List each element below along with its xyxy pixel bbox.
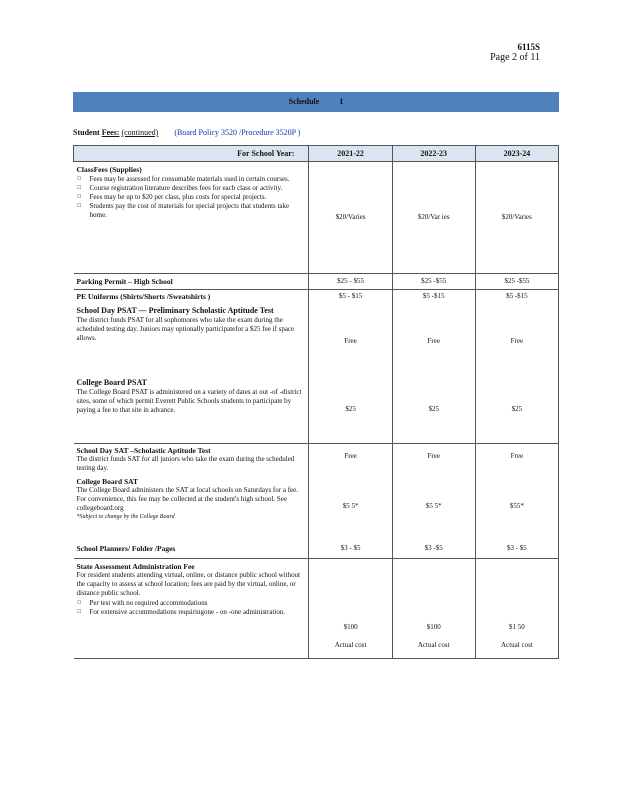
- school-year-label: For School Year:: [74, 146, 309, 162]
- fee-value: $20/Varies: [309, 162, 392, 274]
- actual-cost: Actual cost: [417, 640, 450, 649]
- row-title: School Day PSAT — Preliminary Scholastic Aptitude Test: [76, 306, 274, 315]
- schedule-number: 1: [339, 97, 344, 106]
- fee-value: $5 -$15: [475, 290, 558, 306]
- table-row: [74, 558, 559, 658]
- actual-cost: Actual cost: [501, 640, 533, 649]
- fee-value: $20/Var ies: [392, 162, 475, 274]
- actual-cost: Actual cost: [334, 640, 367, 649]
- list-item: □ Course registration literature describes fees for each class or activity.: [90, 184, 306, 193]
- list-item: □ Students pay the cost of materials for special projects that students take home.: [90, 202, 306, 220]
- list-item: □ Per test with no required accommodations: [90, 599, 306, 608]
- bullet-list: [77, 599, 306, 617]
- fee-value: $20/Varies: [475, 162, 558, 274]
- state-assessment-cell: [74, 558, 309, 658]
- row-title: College Board SAT: [76, 476, 139, 486]
- table-row: [74, 443, 559, 473]
- fee-value: $5 5*: [392, 473, 475, 541]
- footnote: *Subject to change by the College Board: [76, 513, 175, 520]
- page-indicator: Page 2 of 11: [490, 52, 540, 63]
- fee-value: $25: [475, 377, 558, 443]
- row-title: PE Uniforms (Shirts/Shorts /Sweatshirts ): [74, 290, 309, 306]
- sat-day-cell: [74, 443, 309, 473]
- fee-value: Free: [392, 443, 475, 473]
- table-row: [74, 473, 559, 541]
- row-description: The district funds PSAT for all sophomores who take the exam during the scheduled testing day. Juniors may optionally participatefor a $25 fee if space allows.: [76, 316, 295, 342]
- sat-cb-cell: [74, 473, 309, 541]
- fee-value: $3 -$5: [392, 541, 475, 559]
- row-title: School Planners/ Folder /Pages: [76, 543, 176, 553]
- row-title: State Assessment Administration Fee: [76, 561, 195, 571]
- list-item: □ Fees may be up to $20 per class, plus costs for special projects.: [90, 193, 306, 202]
- fee-value: $1 50: [509, 622, 525, 631]
- fee-value: $25: [392, 377, 475, 443]
- fee-value: $25 - $55: [309, 274, 392, 290]
- table-row: [74, 377, 559, 443]
- fee-value-cell: [475, 558, 558, 658]
- table-row: [74, 290, 559, 306]
- section-subtitle: [73, 128, 300, 137]
- subtitle-fees: Fees:: [101, 128, 120, 137]
- fee-value: Free: [309, 305, 392, 377]
- table-header-row: [74, 146, 559, 162]
- fee-value: $25 -$55: [392, 274, 475, 290]
- row-description: For resident students attending virtual, online, or distance public school without the capacity to assess at school location; fees are paid by the virtual, online, or distance public school.: [76, 570, 301, 597]
- bullet-list: [77, 175, 306, 220]
- fees-table: [73, 145, 559, 659]
- year-header: 2023-24: [475, 146, 558, 162]
- row-title: Parking Permit – High School: [74, 274, 309, 290]
- class-fees-cell: [74, 162, 309, 274]
- year-header: 2021-22: [309, 146, 392, 162]
- fee-value-cell: [392, 558, 475, 658]
- subtitle-lead: Student: [73, 128, 100, 137]
- table-row: [74, 162, 559, 274]
- fee-value: $5 5*: [309, 473, 392, 541]
- table-row: [74, 305, 559, 377]
- fee-value: $100: [426, 622, 441, 631]
- row-description: The College Board PSAT is administered on a variety of dates at out -of -district sites, some of which permit Everett Public Schools students to participate by paying a fee to that site in advance.: [76, 388, 302, 414]
- fee-value: $3 - $5: [475, 541, 558, 559]
- fee-value: $3 - $5: [309, 541, 392, 559]
- fee-value: $25 -$55: [475, 274, 558, 290]
- policy-number: 6115S: [517, 42, 540, 52]
- schedule-label: Schedule: [288, 97, 320, 106]
- row-description: The College Board administers the SAT at local schools on Saturdays for a fee. For convenience, this fee may be collected at the student's high school. See collegeboard.org: [76, 485, 298, 512]
- policy-reference: (Board Policy 3520 /Procedure 3520P ): [174, 128, 301, 137]
- row-title: College Board PSAT: [76, 378, 148, 387]
- fee-value: $5 -$15: [392, 290, 475, 306]
- subtitle-continued: (continued): [121, 128, 159, 137]
- row-title: ClassFees (Supplies): [76, 165, 142, 174]
- list-item: □ For extensive accommodations requiringone - on -one administration.: [90, 608, 306, 617]
- psat-day-cell: [74, 305, 309, 377]
- schedule-banner: [73, 92, 559, 112]
- fee-value: Free: [309, 443, 392, 473]
- fee-value: $100: [343, 622, 358, 631]
- fee-value: Free: [475, 443, 558, 473]
- table-row: [74, 274, 559, 290]
- fee-value: Free: [392, 305, 475, 377]
- table-row: [74, 541, 559, 559]
- fee-value-cell: [309, 558, 392, 658]
- year-header: 2022-23: [392, 146, 475, 162]
- fee-value: $25: [309, 377, 392, 443]
- fee-value: $5 - $15: [309, 290, 392, 306]
- row-description: The district funds SAT for all juniors who take the exam during the scheduled testing day.: [76, 454, 295, 472]
- psat-cb-cell: [74, 377, 309, 443]
- list-item: □ Fees may be assessed for consumable materials used in certain courses.: [90, 175, 306, 184]
- row-title: School Day SAT –Scholastic Aptitude Test: [76, 445, 211, 455]
- fee-value: Free: [475, 305, 558, 377]
- fee-value: $55*: [475, 473, 558, 541]
